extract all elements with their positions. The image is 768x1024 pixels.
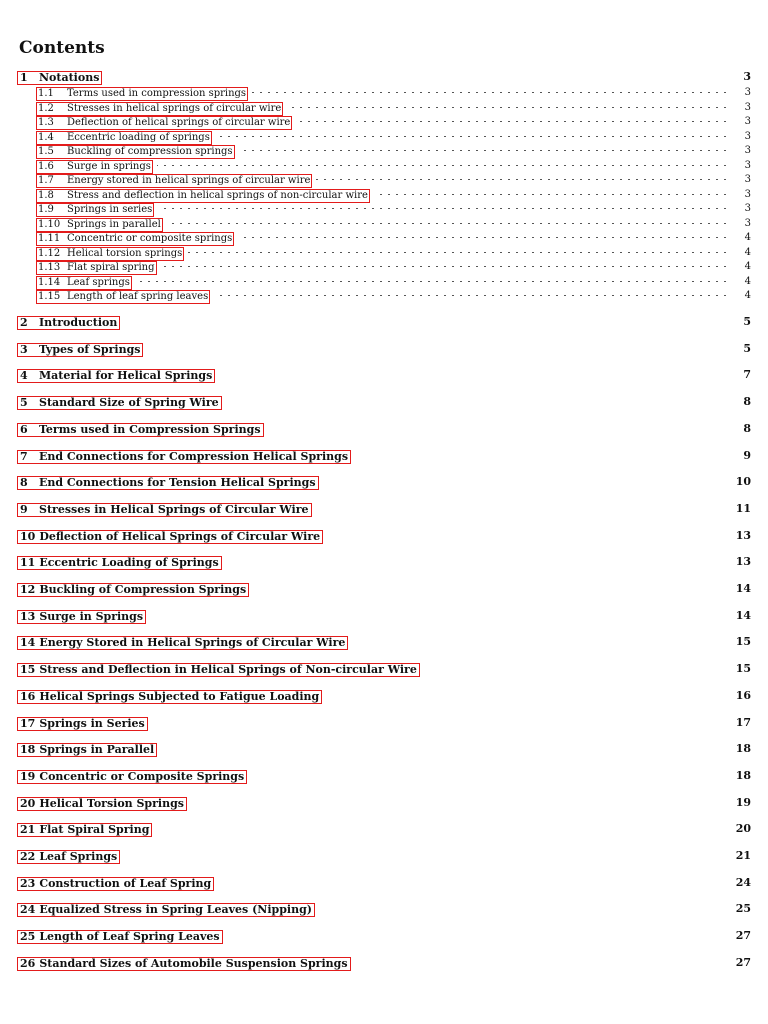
toc-page-number: 4 [744, 232, 751, 243]
leader-dots [287, 107, 729, 108]
toc-chapter-title: Length of Leaf Spring Leaves [39, 930, 220, 944]
toc-chapter-number: 4 [20, 369, 28, 383]
leader-dots [157, 165, 729, 166]
toc-chapter-row [17, 343, 751, 357]
toc-chapter-number: 7 [20, 449, 28, 463]
toc-chapter-number: 11 [20, 556, 36, 570]
toc-page-number: 5 [743, 341, 751, 355]
toc-chapter-number: 18 [20, 743, 36, 757]
toc-chapter-row [17, 663, 751, 677]
toc-page-number: 15 [735, 662, 751, 676]
toc-section-title: Buckling of compression springs [67, 146, 233, 157]
toc-section-link[interactable] [36, 131, 212, 145]
toc-section-number: 1.12 [38, 247, 61, 259]
toc-chapter-title: Surge in Springs [39, 609, 144, 623]
toc-chapter-title: Deflection of Helical Springs of Circular Wire [39, 529, 321, 543]
toc-section-row [36, 102, 751, 116]
toc-chapter-row [17, 797, 751, 811]
toc-chapter-number: 5 [20, 396, 28, 410]
toc-chapter-number: 6 [20, 422, 28, 436]
toc-section-link[interactable] [36, 102, 283, 116]
toc-page-number: 4 [744, 246, 751, 258]
toc-section-title: Leaf springs [67, 276, 130, 288]
leader-dots [239, 150, 729, 151]
toc-chapter-link[interactable] [17, 343, 143, 357]
toc-section-title: Stresses in helical springs of circular wire [67, 102, 282, 114]
toc-section-number: 1.2 [38, 102, 54, 114]
toc-chapter-row [17, 743, 751, 757]
toc-chapter-row [17, 930, 751, 944]
toc-chapter-title: End Connections for Compression Helical Springs [39, 449, 349, 463]
toc-section-title: Deflection of helical springs of circular wire [67, 117, 291, 128]
toc-page-number: 27 [735, 955, 751, 969]
toc-chapter-link[interactable] [17, 850, 120, 864]
toc-section-link[interactable] [36, 276, 132, 290]
toc-chapter-row [17, 423, 751, 437]
toc-chapter-row [17, 636, 751, 650]
toc-section-number: 1.11 [38, 233, 61, 244]
toc-chapter-number: 14 [20, 636, 36, 650]
toc-chapter-row [17, 850, 751, 864]
toc-page-number: 18 [735, 768, 751, 782]
toc-chapter-title: Buckling of Compression Springs [39, 583, 247, 596]
toc-section-title: Flat spiral spring [67, 262, 155, 273]
toc-chapter-title: Standard Size of Spring Wire [39, 396, 219, 410]
toc-section-title: Springs in parallel [67, 218, 161, 230]
toc-section-number: 1.1 [38, 88, 54, 99]
toc-section-title: Helical torsion springs [67, 247, 183, 259]
leader-dots [374, 194, 729, 195]
toc-chapter-title: Stress and Deflection in Helical Springs of Non-circular Wire [39, 663, 417, 677]
toc-chapter-number: 1 [20, 71, 28, 84]
toc-page-number: 8 [743, 421, 751, 435]
toc-page-number: 13 [735, 555, 751, 569]
toc-page-number: 17 [735, 715, 751, 729]
toc-section-number: 1.13 [38, 262, 61, 273]
toc-chapter-row [17, 770, 751, 784]
toc-chapter-number: 17 [20, 716, 36, 730]
toc-page-number: 4 [744, 290, 751, 301]
toc-section-link[interactable] [36, 116, 292, 130]
toc-chapter-row [17, 877, 751, 891]
toc-chapter-number: 26 [20, 956, 36, 970]
toc-section-number: 1.9 [38, 204, 54, 215]
toc-section-number: 1.7 [38, 175, 54, 186]
toc-section-number: 1.8 [38, 189, 54, 201]
toc-section-title: Eccentric loading of springs [67, 131, 210, 143]
toc-section-row [36, 145, 751, 159]
toc-chapter-title: Eccentric Loading of Springs [39, 556, 219, 570]
toc-page-number: 3 [744, 217, 751, 229]
toc-page-number: 3 [744, 87, 751, 98]
toc-chapter-title: Concentric or Composite Springs [39, 769, 245, 783]
toc-chapter-title: End Connections for Tension Helical Springs [39, 476, 316, 490]
toc-chapter-title: Stresses in Helical Springs of Circular Wire [39, 502, 309, 516]
leader-dots [252, 92, 729, 93]
toc-chapter-number: 21 [20, 823, 36, 837]
toc-section-link[interactable] [36, 87, 248, 101]
toc-chapter-number: 23 [20, 876, 36, 890]
toc-chapter-row [17, 396, 751, 410]
toc-page-number: 14 [735, 582, 751, 595]
toc-page-number: 9 [743, 448, 751, 462]
toc-chapter-link[interactable] [17, 369, 215, 383]
toc-page-number: 5 [743, 315, 751, 328]
toc-chapter-number: 2 [20, 316, 28, 329]
toc-section-link[interactable] [36, 145, 235, 159]
toc-chapter-number: 20 [20, 796, 36, 810]
toc-page-number: 3 [744, 130, 751, 142]
leader-dots [214, 295, 729, 296]
toc-page-number: 21 [735, 849, 751, 862]
toc-section-row [36, 116, 751, 130]
toc-chapter-link[interactable] [17, 743, 157, 757]
toc-chapter-link[interactable] [17, 610, 146, 624]
leader-dots [188, 252, 729, 253]
toc-chapter-title: Notations [39, 71, 100, 84]
leader-dots [316, 179, 729, 180]
toc-section-row [36, 276, 751, 290]
toc-chapter-row [17, 530, 751, 544]
toc-chapter-1-link[interactable] [17, 71, 102, 85]
toc-chapter-number: 9 [20, 502, 28, 516]
toc-section-link[interactable] [36, 160, 153, 174]
toc-chapter-title: Introduction [39, 316, 118, 329]
toc-chapter-title: Flat Spiral Spring [39, 823, 150, 837]
toc-chapter-link[interactable] [17, 316, 120, 330]
toc-page-number: 4 [744, 261, 751, 272]
toc-chapter-link[interactable] [17, 636, 348, 650]
toc-page-number: 11 [735, 501, 751, 515]
toc-page-number: 4 [744, 275, 751, 287]
toc-chapter-1 [17, 71, 751, 85]
toc-title: Contents [19, 38, 105, 58]
toc-chapter-link[interactable] [17, 663, 420, 677]
toc-chapter-row [17, 476, 751, 490]
leader-dots [238, 237, 729, 238]
toc-chapter-row [17, 583, 751, 597]
toc-chapter-link[interactable] [17, 476, 319, 490]
toc-section-number: 1.14 [38, 276, 61, 288]
toc-chapter-link[interactable] [17, 930, 223, 944]
toc-page-number: 19 [735, 795, 751, 809]
toc-section-row [36, 189, 751, 203]
toc-chapter-row [17, 450, 751, 464]
toc-chapter-number: 19 [20, 769, 36, 783]
toc-chapter-number: 8 [20, 476, 28, 490]
toc-chapter-title: Equalized Stress in Spring Leaves (Nipping) [39, 903, 312, 917]
toc-chapter-title: Construction of Leaf Spring [39, 876, 212, 890]
toc-section-row [36, 218, 751, 232]
toc-page-number: 13 [735, 528, 751, 542]
leader-dots [167, 223, 729, 224]
toc-chapter-title: Types of Springs [39, 342, 141, 356]
toc-section-title: Length of leaf spring leaves [67, 291, 209, 302]
toc-chapter-row [17, 369, 751, 383]
toc-section-row [36, 131, 751, 145]
toc-chapter-number: 16 [20, 689, 36, 703]
toc-section-number: 1.5 [38, 146, 54, 157]
toc-chapter-link[interactable] [17, 690, 322, 704]
toc-page-number: 3 [744, 188, 751, 200]
toc-chapter-row [17, 316, 751, 330]
toc-section-link[interactable] [36, 189, 370, 203]
toc-page-number: 24 [735, 875, 751, 889]
toc-section-title: Concentric or composite springs [67, 233, 233, 244]
toc-section-row [36, 232, 751, 246]
toc-page-number: 8 [743, 395, 751, 409]
toc-section-link[interactable] [36, 203, 154, 217]
leader-dots [216, 136, 729, 137]
toc-section-row [36, 174, 751, 188]
toc-section-title: Springs in series [67, 204, 153, 215]
toc-section-title: Terms used in compression springs [67, 88, 247, 99]
toc-chapter-title: Helical Springs Subjected to Fatigue Loading [39, 689, 320, 703]
toc-page-number: 16 [735, 688, 751, 702]
toc-chapter-title: Leaf Springs [39, 850, 118, 863]
toc-section-row [36, 87, 751, 101]
toc-chapter-link[interactable] [17, 556, 222, 570]
toc-section-title: Energy stored in helical springs of circular wire [67, 175, 311, 186]
toc-chapter-row [17, 556, 751, 570]
toc-page-number: 3 [744, 116, 751, 127]
toc-page-number: 14 [735, 608, 751, 622]
toc-section-link[interactable] [36, 247, 184, 261]
toc-section-row [36, 247, 751, 261]
toc-section-link[interactable] [36, 290, 210, 304]
toc-section-link[interactable] [36, 261, 157, 275]
toc-section-link[interactable] [36, 218, 163, 232]
toc-section-row [36, 160, 751, 174]
leader-dots [136, 281, 729, 282]
toc-chapter-link[interactable] [17, 396, 222, 410]
toc-section-number: 1.6 [38, 160, 54, 172]
toc-chapter-number: 22 [20, 850, 36, 863]
toc-chapter-title: Springs in Series [39, 716, 145, 730]
toc-chapter-title: Energy Stored in Helical Springs of Circular Wire [39, 636, 346, 650]
toc-section-title: Surge in springs [67, 160, 151, 172]
toc-chapter-link[interactable] [17, 797, 187, 811]
toc-section-link[interactable] [36, 174, 312, 188]
toc-chapter-number: 3 [20, 342, 28, 356]
toc-page-number: 3 [744, 159, 751, 171]
toc-chapter-title: Helical Torsion Springs [39, 796, 184, 810]
toc-chapter-row [17, 690, 751, 704]
toc-page-number: 25 [735, 902, 751, 916]
toc-page-number: 15 [735, 635, 751, 649]
toc-chapter-link[interactable] [17, 770, 247, 784]
toc-chapter-link[interactable] [17, 823, 152, 837]
toc-page-number: 10 [735, 475, 751, 489]
toc-chapter-title: Terms used in Compression Springs [39, 422, 261, 436]
toc-chapter-title: Springs in Parallel [39, 743, 155, 757]
leader-dots [158, 208, 729, 209]
toc-page-number: 27 [735, 929, 751, 943]
toc-chapter-link[interactable] [17, 450, 351, 464]
toc-section-row [36, 261, 751, 275]
toc-chapter-title: Standard Sizes of Automobile Suspension Springs [39, 956, 348, 970]
toc-chapter-number: 10 [20, 529, 36, 543]
toc-section-number: 1.3 [38, 117, 54, 128]
toc-chapter-row [17, 503, 751, 517]
toc-section-number: 1.4 [38, 131, 54, 143]
toc-section-number: 1.15 [38, 291, 61, 302]
toc-chapter-row [17, 610, 751, 624]
toc-section-link[interactable] [36, 232, 234, 246]
toc-chapter-link[interactable] [17, 903, 315, 917]
toc-chapter-row [17, 717, 751, 731]
toc-chapter-number: 15 [20, 663, 36, 677]
leader-dots [161, 266, 729, 267]
toc-chapter-number: 25 [20, 930, 36, 944]
toc-chapter-link[interactable] [17, 423, 264, 437]
toc-chapter-number: 24 [20, 903, 36, 917]
toc-chapter-link[interactable] [17, 717, 148, 731]
toc-page-number: 18 [735, 742, 751, 756]
toc-chapter-row [17, 903, 751, 917]
toc-section-number: 1.10 [38, 218, 61, 230]
toc-chapter-link[interactable] [17, 583, 249, 597]
toc-chapter-number: 13 [20, 609, 36, 623]
toc-chapter-link[interactable] [17, 957, 351, 971]
toc-page-number: 3 [744, 101, 751, 113]
toc-chapter-number: 12 [20, 583, 36, 596]
toc-chapter-row [17, 823, 751, 837]
leader-dots [296, 121, 729, 122]
toc-page-number: 3 [744, 145, 751, 156]
toc-page-number: 7 [743, 368, 751, 382]
toc-chapter-title: Material for Helical Springs [39, 369, 213, 383]
toc-chapter-link[interactable] [17, 877, 214, 891]
toc-page-number: 3 [744, 174, 751, 185]
toc-chapter-row [17, 957, 751, 971]
toc-page-number: 3 [744, 203, 751, 214]
toc-section-row [36, 290, 751, 304]
toc-section-row [36, 203, 751, 217]
toc-page-number: 3 [743, 70, 751, 83]
toc-chapter-link[interactable] [17, 530, 323, 544]
toc-chapter-link[interactable] [17, 503, 312, 517]
toc-page-number: 20 [735, 822, 751, 836]
toc-section-title: Stress and deflection in helical springs of non-circular wire [67, 189, 368, 201]
